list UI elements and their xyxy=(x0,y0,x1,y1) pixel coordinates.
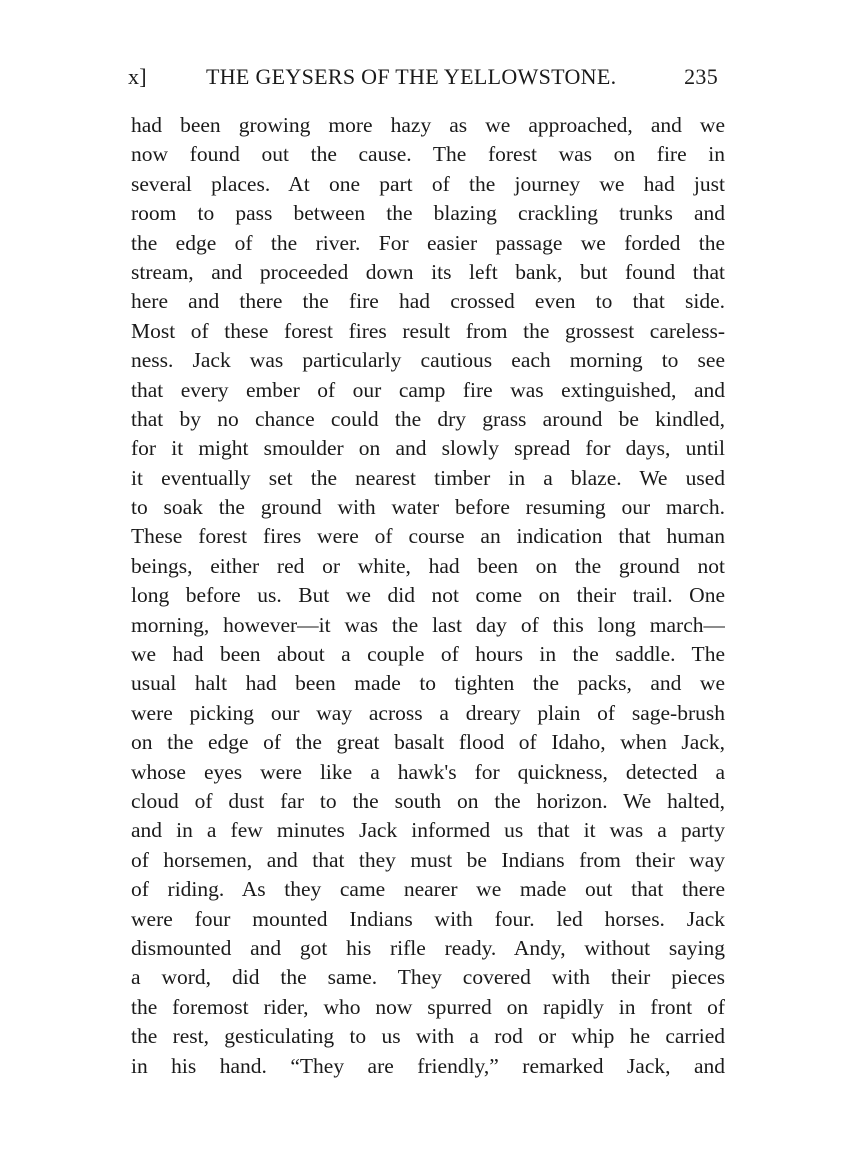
text-line: cloud of dust far to the south on the horizon. We halted, xyxy=(131,788,725,813)
text-line: Most of these forest fires result from the grossest careless- xyxy=(131,318,725,343)
body-text xyxy=(131,111,725,1081)
text-line: several places. At one part of the journey we had just xyxy=(131,171,725,196)
section-number: x] xyxy=(128,64,147,89)
text-line: of horsemen, and that they must be Indians from their way xyxy=(131,847,725,872)
text-line: for it might smoulder on and slowly spread for days, until xyxy=(131,436,725,461)
text-line: ness. Jack was particularly cautious each morning to see xyxy=(131,348,725,373)
text-line: of riding. As they came nearer we made out that there xyxy=(131,877,725,902)
text-line: had been growing more hazy as we approached, and we xyxy=(131,113,725,137)
text-line: here and there the fire had crossed even to that side. xyxy=(131,289,725,314)
text-line: These forest fires were of course an indication that human xyxy=(131,524,725,549)
text-line: the edge of the river. For easier passage we forded the xyxy=(131,230,725,255)
text-line: long before us. But we did not come on their trail. One xyxy=(131,583,725,608)
text-line: the rest, gesticulating to us with a rod or whip he carried xyxy=(131,1024,725,1049)
text-line: the foremost rider, who now spurred on rapidly in front of xyxy=(131,994,725,1019)
page-number: 235 xyxy=(684,64,718,89)
running-title: THE GEYSERS OF THE YELLOWSTONE. xyxy=(206,64,617,89)
text-line: on the edge of the great basalt flood of Idaho, when Jack, xyxy=(131,730,725,755)
text-line: room to pass between the blazing crackling trunks and xyxy=(131,201,725,226)
text-line: in his hand. “They are friendly,” remarked Jack, and xyxy=(131,1053,725,1078)
text-line: we had been about a couple of hours in the saddle. The xyxy=(131,642,725,667)
text-line: it eventually set the nearest timber in a blaze. We used xyxy=(131,465,725,490)
text-line: morning, however—it was the last day of this long march— xyxy=(131,612,725,637)
text-line: whose eyes were like a hawk's for quickness, detected a xyxy=(131,759,725,784)
running-head xyxy=(128,60,728,92)
text-line: and in a few minutes Jack informed us that it was a party xyxy=(131,818,725,843)
text-line: a word, did the same. They covered with their pieces xyxy=(131,965,725,990)
text-line: that every ember of our camp fire was extinguished, and xyxy=(131,377,725,402)
text-line: usual halt had been made to tighten the packs, and we xyxy=(131,671,725,696)
text-line: beings, either red or white, had been on the ground not xyxy=(131,553,725,578)
text-line: stream, and proceeded down its left bank, but found that xyxy=(131,259,725,284)
text-line: were four mounted Indians with four. led horses. Jack xyxy=(131,906,725,931)
text-line: to soak the ground with water before resuming our march. xyxy=(131,495,725,520)
text-line: that by no chance could the dry grass around be kindled, xyxy=(131,406,725,431)
text-line: were picking our way across a dreary plain of sage-brush xyxy=(131,700,725,725)
text-line: now found out the cause. The forest was on fire in xyxy=(131,142,725,167)
text-line: dismounted and got his rifle ready. Andy, without saying xyxy=(131,935,725,960)
